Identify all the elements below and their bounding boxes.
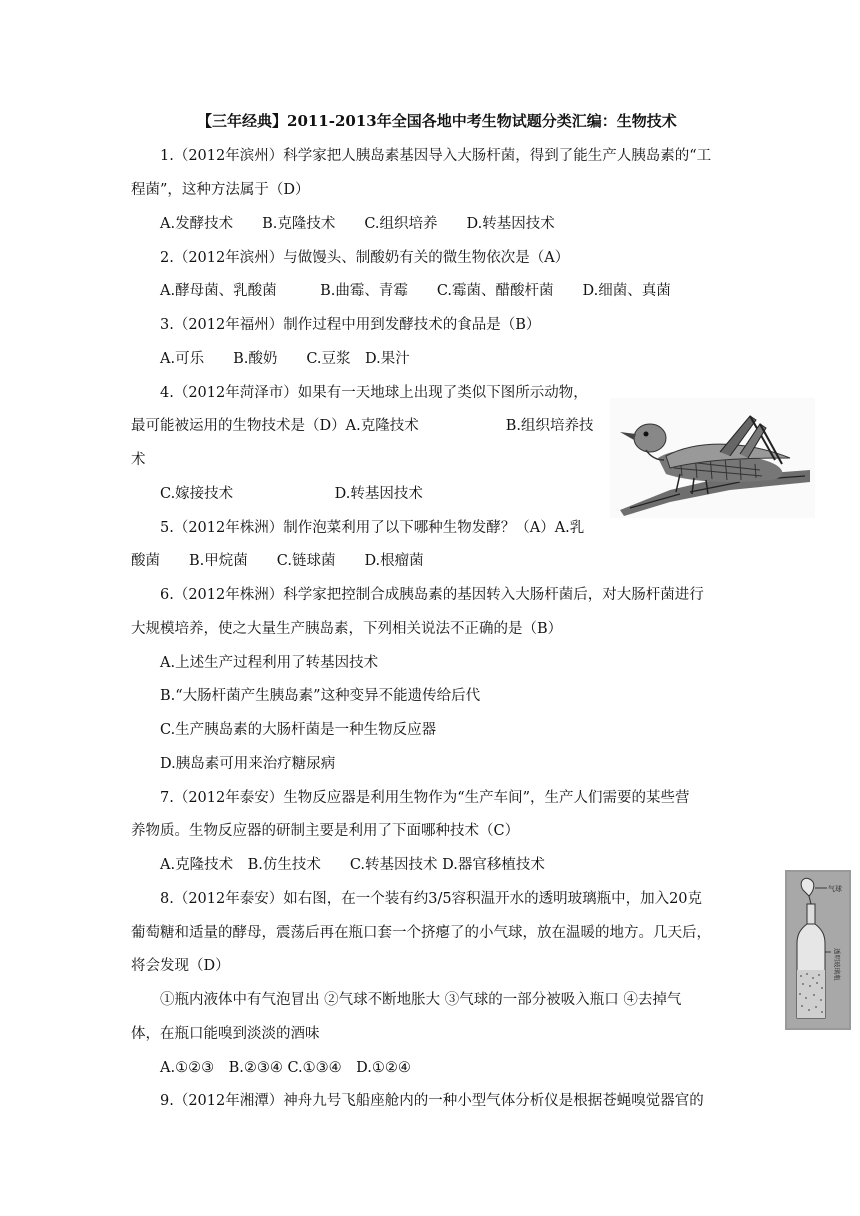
text-line: 养物质。生物反应器的研制主要是利用了下面哪种技术（C） [131, 823, 520, 839]
text-line: 程菌”，这种方法属于（D） [131, 182, 310, 198]
text-line: 体，在瓶口能嗅到淡淡的酒味 [131, 1026, 320, 1042]
text-line: 葡萄糖和适量的酵母，震荡后再在瓶口套一个挤瘪了的小气球，放在温暖的地方。几天后， [131, 925, 711, 941]
text-line: 9.（2012年湘潭）神舟九号飞船座舱内的一种小型气体分析仪是根据苍蝇嗅觉器官的 [160, 1093, 704, 1109]
text-line: C.嫁接技术 D.转基因技术 [160, 486, 423, 502]
text-line: A.酵母菌、乳酸菌 B.曲霉、青霉 C.霉菌、醋酸杆菌 D.细菌、真菌 [160, 283, 671, 299]
bird-grasshopper-figure [610, 398, 815, 518]
text-line: 6.（2012年株洲）科学家把控制合成胰岛素的基因转入大肠杆菌后，对大肠杆菌进行 [160, 587, 704, 603]
text-line: 术 [131, 452, 146, 468]
text-line: 最可能被运用的生物技术是（D）A.克隆技术 B.组织培养技 [131, 418, 594, 434]
text-line: A.克隆技术 B.仿生技术 C.转基因技术 D.器官移植技术 [160, 857, 545, 873]
text-line: 大规模培养，使之大量生产胰岛素，下列相关说法不正确的是（B） [131, 621, 563, 637]
text-line: 7.（2012年泰安）生物反应器是利用生物作为“生产车间”，生产人们需要的某些营 [160, 790, 690, 806]
bottle-balloon-figure [785, 870, 851, 1030]
text-line: A.①②③ B.②③④ C.①③④ D.①②④ [160, 1060, 411, 1076]
text-line: 将会发现（D） [131, 958, 230, 974]
bottle-balloon-image [785, 870, 851, 1030]
balloon-label: 气球 [828, 885, 842, 893]
text-line: C.生产胰岛素的大肠杆菌是一种生物反应器 [160, 722, 437, 738]
bottle-label: 透明玻璃瓶 [833, 948, 841, 981]
text-line: A.上述生产过程利用了转基因技术 [160, 655, 379, 671]
text-line: A.可乐 B.酸奶 C.豆浆 D.果汁 [160, 351, 410, 367]
text-line: A.发酵技术 B.克隆技术 C.组织培养 D.转基因技术 [160, 216, 555, 232]
text-line: 酸菌 B.甲烷菌 C.链球菌 D.根瘤菌 [131, 553, 424, 569]
text-line: 2.（2012年滨州）与做馒头、制酸奶有关的微生物依次是（A） [160, 250, 570, 266]
text-line: 5.（2012年株洲）制作泡菜利用了以下哪种生物发酵？（A）A.乳 [160, 520, 585, 536]
bird-grasshopper-image [610, 398, 815, 518]
document-title: 【三年经典】2011-2013年全国各地中考生物试题分类汇编：生物技术 [197, 112, 677, 130]
text-line: 3.（2012年福州）制作过程中用到发酵技术的食品是（B） [160, 317, 541, 333]
text-line: B.“大肠杆菌产生胰岛素”这种变异不能遗传给后代 [160, 688, 481, 704]
text-line: 8.（2012年泰安）如右图，在一个装有约3/5容积温开水的透明玻璃瓶中，加入20克 [160, 891, 703, 907]
text-line: D.胰岛素可用来治疗糖尿病 [160, 756, 336, 772]
text-line: 1.（2012年滨州）科学家把人胰岛素基因导入大肠杆菌，得到了能生产人胰岛素的“工 [160, 148, 712, 164]
text-line: 4.（2012年菏泽市）如果有一天地球上出现了类似下图所示动物， [160, 385, 588, 401]
text-line: ①瓶内液体中有气泡冒出 ②气球不断地胀大 ③气球的一部分被吸入瓶口 ④去掉气 [160, 992, 682, 1008]
